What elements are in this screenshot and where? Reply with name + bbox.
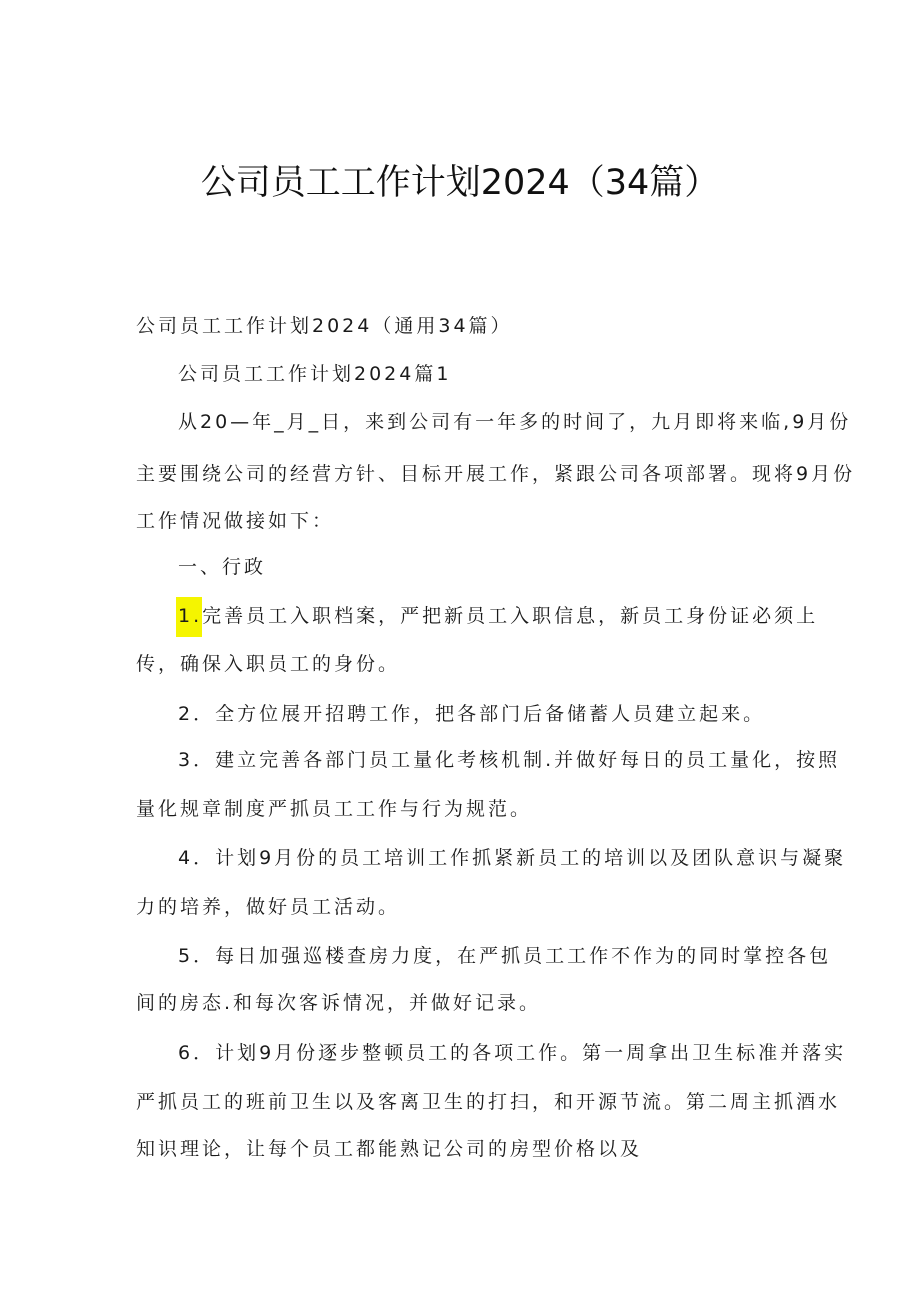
document-subtitle: 公司员工工作计划2024（通用34篇） (136, 315, 513, 337)
highlighted-number: 1. (176, 597, 202, 637)
item-5-line-1: 5．每日加强巡楼查房力度，在严抓员工工作不作为的同时掌控各包 (178, 945, 832, 967)
item-1-line-1 (178, 601, 838, 631)
intro-line-2: 主要围绕公司的经营方针、目标开展工作，紧跟公司各项部署。现将9月份 (136, 463, 856, 485)
intro-line-3: 工作情况做接如下： (136, 510, 335, 532)
intro-line-1: 从20—年_月_日，来到公司有一年多的时间了，九月即将来临,9月份 (178, 411, 852, 433)
item-3-line-1: 3．建立完善各部门员工量化考核机制.并做好每日的员工量化，按照 (178, 749, 841, 771)
item-3-line-2: 量化规章制度严抓员工工作与行为规范。 (136, 798, 533, 820)
item-4-line-2: 力的培养，做好员工活动。 (136, 896, 401, 918)
document-title: 公司员工工作计划2024（34篇） (200, 163, 720, 203)
heading-administration: 一、行政 (178, 556, 267, 578)
item-2: 2．全方位展开招聘工作，把各部门后备储蓄人员建立起来。 (178, 703, 766, 725)
item-1-text: 完善员工入职档案，严把新员工入职信息，新员工身份证必须上 (202, 605, 819, 627)
item-4-line-1: 4．计划9月份的员工培训工作抓紧新员工的培训以及团队意识与凝聚 (178, 847, 847, 869)
section-title: 公司员工工作计划2024篇1 (178, 363, 452, 385)
item-6-line-3: 知识理论，让每个员工都能熟记公司的房型价格以及 (136, 1138, 643, 1160)
item-5-line-2: 间的房态.和每次客诉情况，并做好记录。 (136, 992, 542, 1014)
item-1-line-2: 传，确保入职员工的身份。 (136, 653, 401, 675)
item-6-line-2: 严抓员工的班前卫生以及客离卫生的打扫，和开源节流。第二周主抓酒水 (136, 1091, 841, 1113)
item-6-line-1: 6．计划9月份逐步整顿员工的各项工作。第一周拿出卫生标准并落实 (178, 1042, 847, 1064)
